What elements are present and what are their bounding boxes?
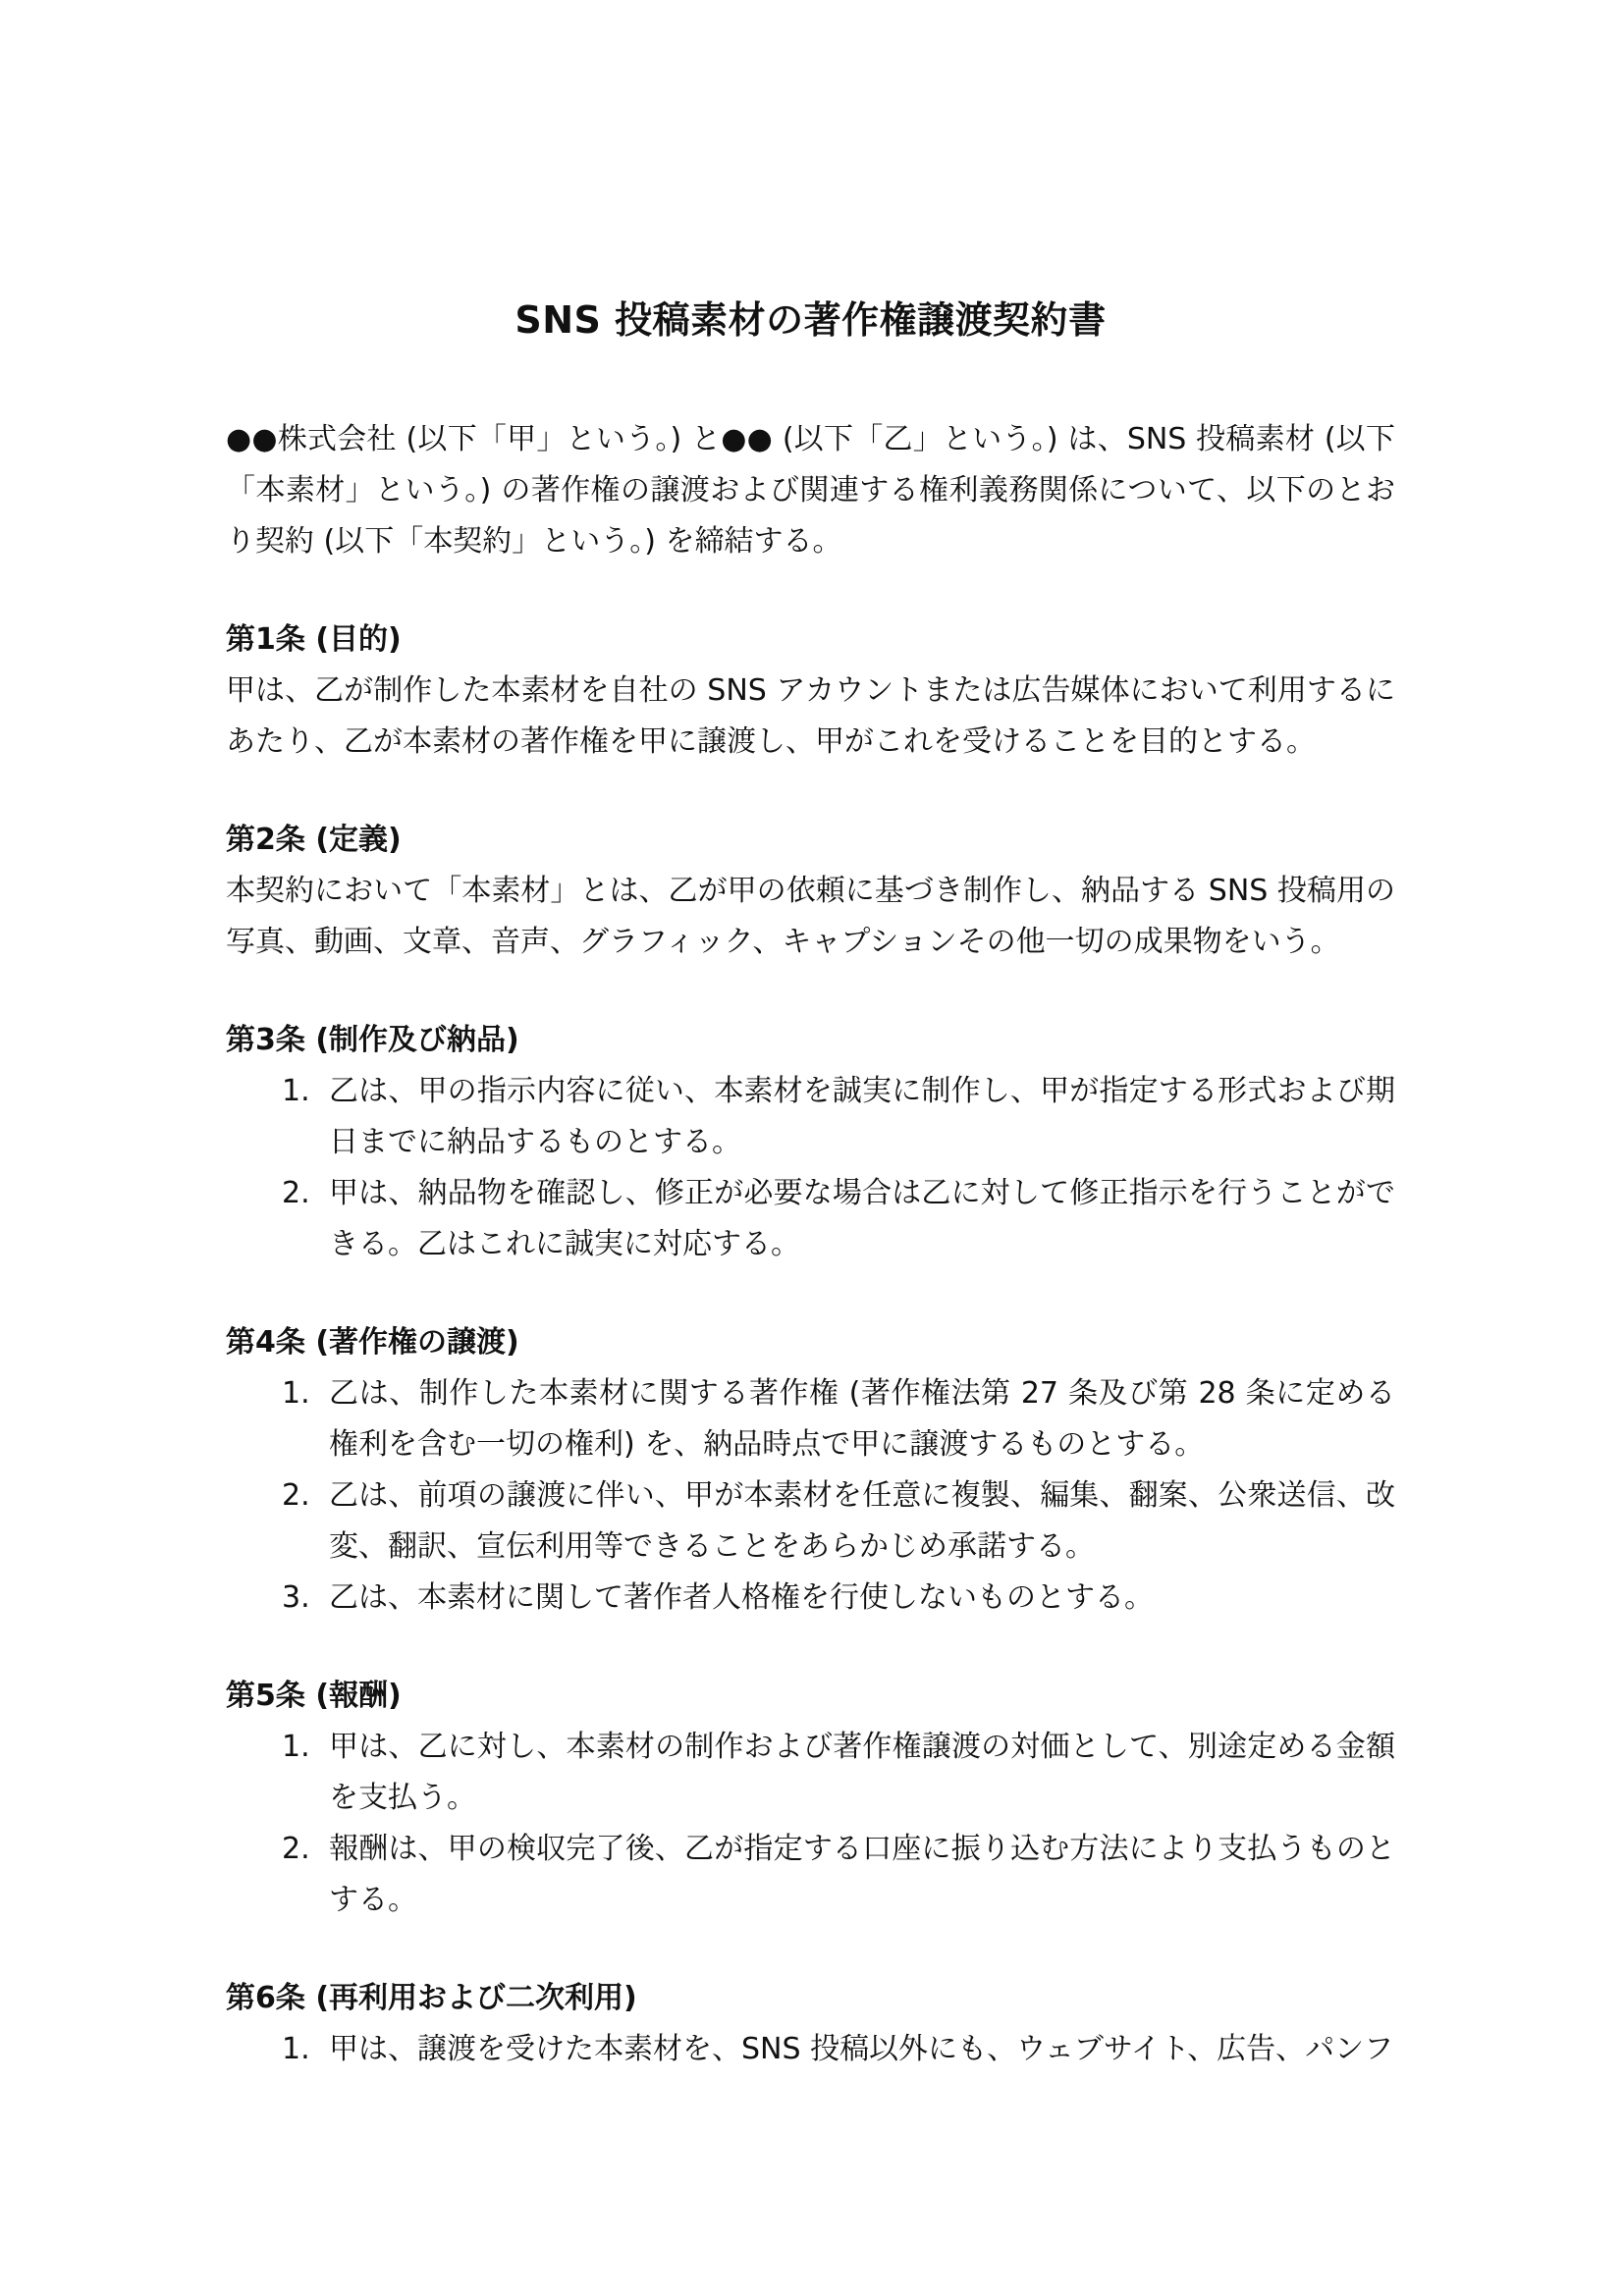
article-3-items <box>226 1066 1395 1270</box>
document-title: SNS 投稿素材の著作権譲渡契約書 <box>514 298 1107 342</box>
article-3-item-2: 甲は、納品物を確認し、修正が必要な場合は乙に対して修正指示を行うことができる。乙はこれに誠実に対応する。 <box>329 1176 1395 1261</box>
article-4-item-2: 乙は、前項の譲渡に伴い、甲が本素材を任意に複製、編集、翻案、公衆送信、改変、翻訳、宣伝利用等できることをあらかじめ承諾する。 <box>329 1478 1395 1564</box>
article-6 <box>226 1973 1395 2075</box>
article-6-heading: 第6条 (再利用および二次利用) <box>226 1981 637 2015</box>
article-1-heading: 第1条 (目的) <box>226 622 402 657</box>
article-1-body: 甲は、乙が制作した本素材を自社の SNS アカウントまたは広告媒体において利用するにあたり、乙が本素材の著作権を甲に譲渡し、甲がこれを受けることを目的とする。 <box>226 673 1395 759</box>
article-2-body: 本契約において「本素材」とは、乙が甲の依頼に基づき制作し、納品する SNS 投稿用の写真、動画、文章、音声、グラフィック、キャプションその他一切の成果物をいう。 <box>226 874 1395 959</box>
article-2 <box>226 815 1395 968</box>
article-5-item-1: 甲は、乙に対し、本素材の制作および著作権譲渡の対価として、別途定める金額を支払う。 <box>329 1730 1395 1815</box>
article-6-items <box>226 2024 1395 2075</box>
article-4-item-3: 乙は、本素材に関して著作者人格権を行使しないものとする。 <box>329 1580 1154 1615</box>
contract-preamble: ●●株式会社 (以下「甲」という。) と●● (以下「乙」という。) は、SNS 投稿素材 (以下「本素材」という。) の著作権の譲渡および関連する権利義務関係について、以下のとおり契約 (以下「本契約」という。) を締結する。 <box>226 422 1395 559</box>
article-4-heading: 第4条 (著作権の譲渡) <box>226 1325 519 1360</box>
article-3-item-1: 乙は、甲の指示内容に従い、本素材を誠実に制作し、甲が指定する形式および期日までに納品するものとする。 <box>329 1074 1395 1159</box>
article-2-heading: 第2条 (定義) <box>226 823 402 857</box>
article-5-item-2: 報酬は、甲の検収完了後、乙が指定する口座に振り込む方法により支払うものとする。 <box>329 1832 1395 1917</box>
article-4 <box>226 1317 1395 1624</box>
article-3-heading: 第3条 (制作及び納品) <box>226 1023 519 1057</box>
article-5 <box>226 1671 1395 1926</box>
article-4-items <box>226 1368 1395 1624</box>
article-3 <box>226 1015 1395 1270</box>
article-5-items <box>226 1722 1395 1926</box>
article-4-item-1: 乙は、制作した本素材に関する著作権 (著作権法第 27 条及び第 28 条に定める権利を含む一切の権利) を、納品時点で甲に譲渡するものとする。 <box>329 1376 1395 1462</box>
article-5-heading: 第5条 (報酬) <box>226 1679 402 1713</box>
article-6-item-1: 甲は、譲渡を受けた本素材を、SNS 投稿以外にも、ウェブサイト、広告、パンフ <box>329 2032 1394 2066</box>
article-1 <box>226 614 1395 768</box>
